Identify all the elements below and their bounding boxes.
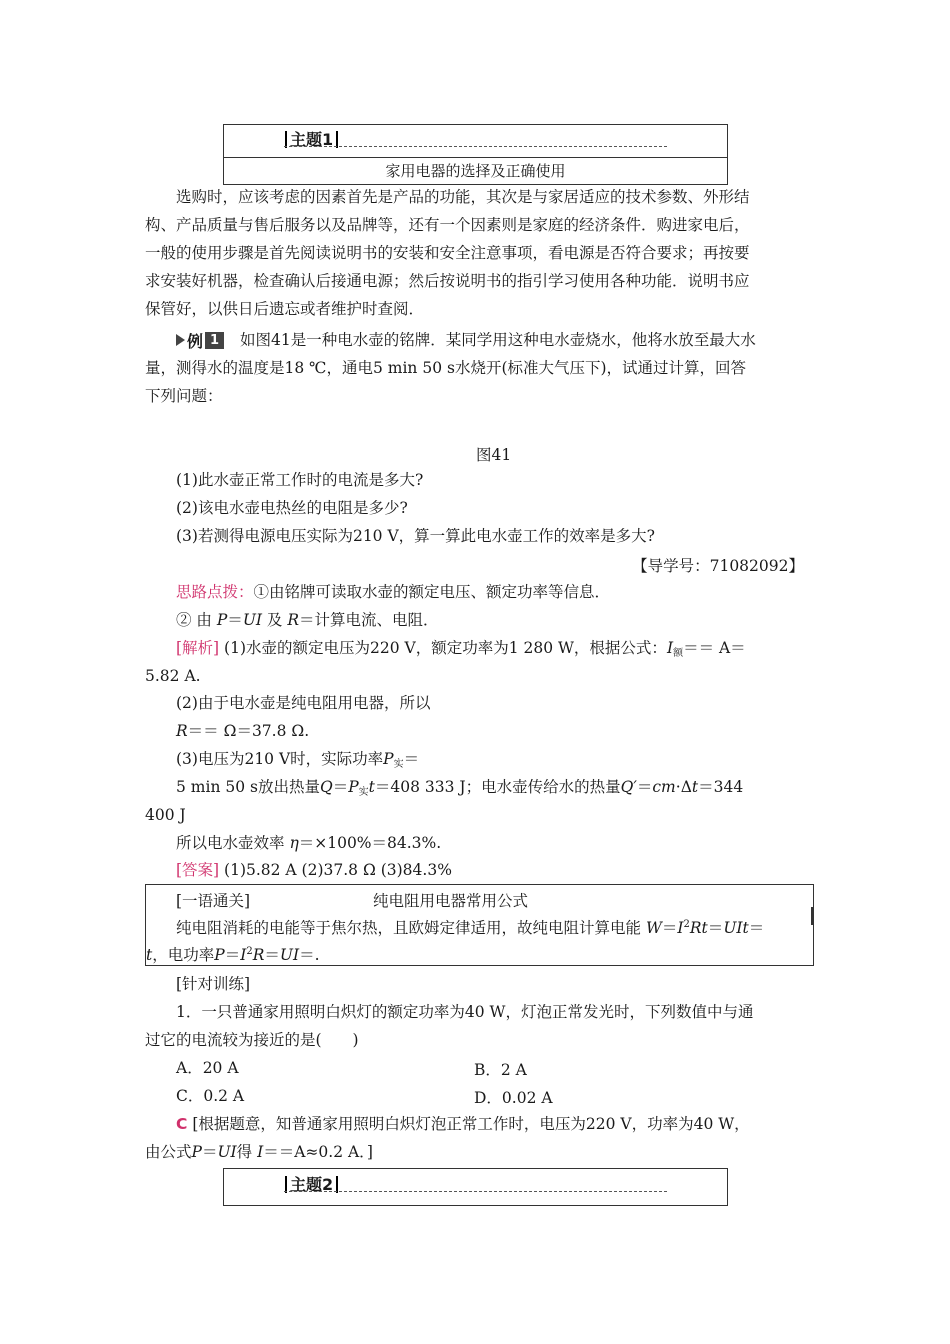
topic2-box <box>223 1168 728 1206</box>
analysis-line-3: (2)由于电水壶是纯电阻用电器，所以 <box>176 694 431 712</box>
guide-number: 【导学号：71082092】 <box>632 557 804 575</box>
question-3: (3)若测得电源电压实际为210 V，算一算此电水壶工作的效率是多大? <box>176 527 655 545</box>
hint-line-2: ② 由 P＝UI 及 R＝计算电流、电阻． <box>176 611 439 629</box>
training-label: [针对训练] <box>176 975 251 993</box>
option-c: C．0.2 A <box>176 1087 245 1105</box>
analysis-line-1: [解析] (1)水壶的额定电压为220 V，额定功率为1 280 W，根据公式：$I_额== A=$ <box>176 639 746 659</box>
intro-line-5: 保管好，以供日后遗忘或者维护时查阅． <box>145 300 425 318</box>
topic2-dash <box>284 1191 667 1192</box>
example-line-3: 下列问题： <box>145 387 223 405</box>
analysis-line-7: 400 J <box>145 806 186 824</box>
intro-line-2: 构、产品质量与售后服务以及品牌等，还有一个因素则是家庭的经济条件．购进家电后， <box>145 216 750 234</box>
analysis-line-2: 5.82 A. <box>145 667 201 685</box>
example-line-1: 如图41是一种电水壶的铭牌．某同学用这种电水壶烧水，他将水放至最大水 <box>240 331 756 349</box>
summary-line-1: 纯电阻消耗的电能等于焦尔热，且欧姆定律适用，故纯电阻计算电能 $W=I^2Rt=UIt=$ <box>176 919 765 937</box>
topic1-tag: 主题1 <box>282 127 341 150</box>
topic1-dash <box>284 146 667 147</box>
analysis-line-4: R＝＝ Ω＝37.8 Ω. <box>176 722 310 740</box>
analysis-line-5: (3)电压为210 V时，实际功率$P_实=$ <box>176 750 420 770</box>
example-tag: 例 1 <box>176 330 224 350</box>
summary-edge-mark <box>811 907 813 925</box>
topic2-tag: 主题2 <box>282 1172 341 1195</box>
hint-line-1: 思路点拨：①由铭牌可读取水壶的额定电压、额定功率等信息． <box>176 583 611 601</box>
triangle-icon <box>176 334 185 346</box>
training-solution-line-2: 由公式P＝UI得 I＝＝A≈0.2 A．] <box>145 1143 373 1161</box>
summary-box <box>145 884 814 966</box>
option-b: B．2 A <box>474 1061 527 1079</box>
answer-line: [答案] (1)5.82 A (2)37.8 Ω (3)84.3% <box>176 861 452 879</box>
summary-line-2: t，电功率$P=I^2R=UI=$. <box>146 946 320 964</box>
analysis-line-6: 5 min 50 s放出热量$Q=P_实t=408$ 333 J；电水壶传给水的热量Q′＝cm·Δt＝344 <box>176 778 744 798</box>
example-line-2: 量，测得水的温度是18 ℃，通电5 min 50 s水烧开(标准大气压下)，试通过计算，回答 <box>145 359 747 377</box>
intro-line-4: 求安装好机器，检查确认后接通电源；然后按说明书的指引学习使用各种功能．说明书应 <box>145 272 750 290</box>
training-solution-line-1: C [根据题意，知普通家用照明白炽灯泡正常工作时，电压为220 V，功率为40 W， <box>176 1115 750 1133</box>
topic1-header <box>224 125 727 158</box>
intro-line-3: 一般的使用步骤是首先阅读说明书的安装和安全注意事项，看电源是否符合要求；再按要 <box>145 244 750 262</box>
question-1: (1)此水壶正常工作时的电流是多大? <box>176 471 424 489</box>
figure-caption: 图41 <box>476 446 512 464</box>
topic1-title: 家用电器的选择及正确使用 <box>385 162 566 180</box>
summary-title: 纯电阻用电器常用公式 <box>373 892 529 910</box>
summary-label: [一语通关] <box>176 892 251 910</box>
option-d: D．0.02 A <box>474 1089 553 1107</box>
topic1-box <box>223 124 728 185</box>
analysis-line-8: 所以电水壶效率 η＝×100%＝84.3%. <box>176 834 442 852</box>
training-q1-line-2: 过它的电流较为接近的是( ) <box>145 1031 359 1049</box>
option-a: A．20 A <box>176 1059 239 1077</box>
question-2: (2)该电水壶电热丝的电阻是多少? <box>176 499 408 517</box>
training-q1-line-1: 1．一只普通家用照明白炽灯的额定功率为40 W，灯泡正常发光时，下列数值中与通 <box>176 1003 754 1021</box>
intro-line-1: 选购时，应该考虑的因素首先是产品的功能，其次是与家居适应的技术参数、外形结 <box>176 188 750 206</box>
